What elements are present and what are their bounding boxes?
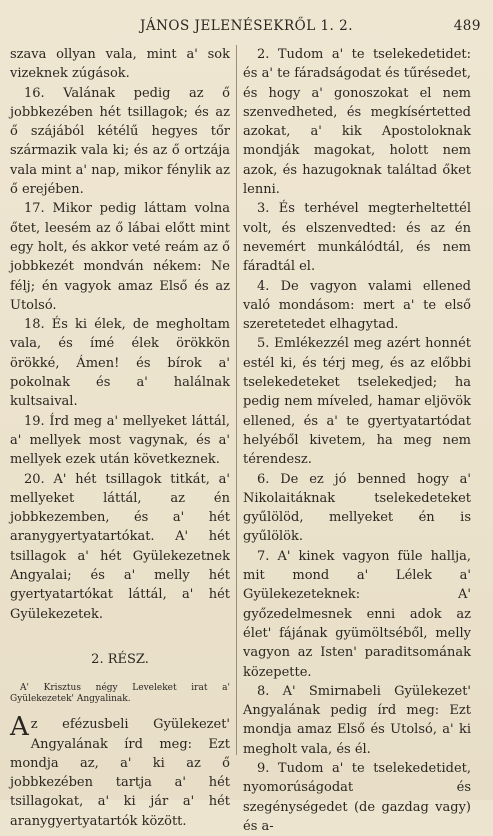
verse-19: 19. Írd meg a' mellyeket láttál, a' mellyek most vagynak, és a' mellyek ezek után következnek. (10, 413, 230, 468)
verse-7: 7. A' kinek vagyon füle hallja, mit mond a' Lélek a' Gyülekezeteknek: A' győzedelmesnek enni adok az élet' fájának gyümöltséből, melly vagyon az Isten' paraditsomának közepette. (243, 548, 471, 680)
page-number: 489 (453, 18, 481, 34)
verse-1 (10, 712, 230, 831)
verse-2: 2. Tudom a' te tselekedetidet: és a' te fáradságodat és tűrésedet, és hogy a' gonoszokat el nem szenvedheted, és megkísértetted azokat, a' kik Apostoloknak mondják magokat, holott nem azok, és hazugoknak találtad őket lenni. (243, 47, 471, 198)
verse-continuation: szava ollyan vala, mint a' sok vizeknek zúgások. (10, 47, 230, 82)
running-header (10, 18, 483, 40)
verse-4: 4. De vagyon valami ellened való mondásom: mert a' te első szeretetedet elhagytad. (243, 278, 471, 333)
verse-9: 9. Tudom a' te tselekedetidet, nyomorúságodat és szegénységedet (de gazdag vagy) és a- (243, 760, 471, 834)
verse-6: 6. De ez jó benned hogy a' Nikolaitáknak tselekedeteket gyűlölöd, mellyeket én is gyűlölök. (243, 471, 471, 545)
running-title: JÁNOS JELENÉSEKRŐL 1. 2. (139, 18, 354, 34)
verse-5: 5. Emlékezzél meg azért honnét estél ki, és térj meg, és az előbbi tselekedeteket tselekedjed; ha pedig nem míveled, hamar eljövök ellened, és a' te gyertyatartódat helyéből kivetem, ha meg nem térendesz. (243, 336, 471, 468)
chapter-heading: 2. RÉSZ. (91, 651, 149, 667)
drop-cap: A (10, 712, 29, 743)
right-column (236, 45, 471, 834)
verse-16: 16. Valának pedig az ő jobbkezében hét tsillagok; és az ő szájából kétélű hegyes tőr származik vala ki; és az ő ortzája vala mint a' nap, mikor fénylik az ő erejében. (10, 85, 230, 198)
verse-8: 8. A' Smirnabeli Gyülekezet' Angyalának pedig írd meg: Ezt mondja amaz Első és Utolsó, a' ki megholt vala, és él. (243, 683, 471, 757)
verse-17: 17. Mikor pedig láttam volna őtet, leesém az ő lábai előtt mint egy holt, és akkor veté reám az ő jobbkezét mondván nékem: Ne félj; én vagyok amaz Első és az Utolsó. (10, 201, 230, 313)
chapter-summary: A' Krisztus négy Leveleket irat a' Gyülekezetek' Angyalinak. (10, 683, 230, 705)
verse-1-text: z efézusbeli Gyülekezet' Angyalának írd meg: Ezt mondja az, a' ki az ő jobbkezében tartja a' hét tsillagokat, a' ki jár a' hét aranygyertyatartók között. (10, 717, 230, 829)
verse-18: 18. És ki élek, de megholtam vala, és ímé élek örökkön örökké, Ámen! és bírok a' pokolnak és a' halálnak kultsaival. (10, 317, 230, 410)
left-column (10, 45, 230, 831)
verse-3: 3. És terhével megterheltettél volt, és elszenvedted: és az én nevemért munkálódtál, és nem fáradtál el. (243, 201, 471, 275)
verse-20: 20. A' hét tsillagok titkát, a' mellyeket láttál, az én jobbkezemben, és a' hét aranygyertyatartókat. A' hét tsillagok a' hét Gyülekezetnek Angyalai; és a' melly hét gyertyatartókat láttál, a' hét Gyülekezetek. (10, 471, 230, 622)
